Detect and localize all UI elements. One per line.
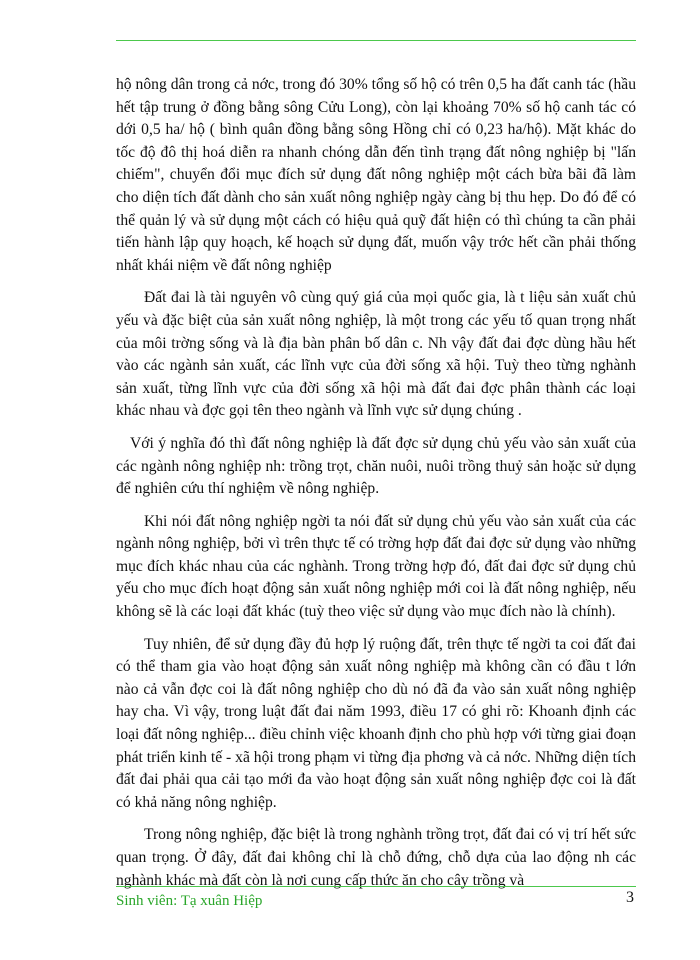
paragraph-5: Tuy nhiên, để sử dụng đầy đủ hợp lý ruộng đất, trên thực tế ngời ta coi đất đai có thể tham gia vào hoạt động sản xuất nông nghiệp mà không cần có đầu t lớn nào cả vẫn đợc coi là đất nông nghiệp cho dù nó đã đa vào sản xuất nông nghiệp hay cha. Vì vậy, trong luật đất đai năm 1993, điều 17 có ghi rõ: Khoanh định các loại đất nông nghiệp... điều chỉnh việc khoanh định cho phù hợp với từng giai đoạn phát triển kinh tế - xã hội trong phạm vi từng địa phơng và cả nớc. Những diện tích đất đai phải qua cải tạo mới đa vào hoạt động sản xuất nông nghiệp đợc coi là đất có khả năng nông nghiệp.: [116, 635, 636, 811]
header-rule: [116, 40, 636, 41]
paragraph-1: hộ nông dân trong cả nớc, trong đó 30% tổng số hộ có trên 0,5 ha đất canh tác (hầu hết tập trung ở đồng bằng sông Cửu Long), còn lại khoảng 70% số hộ canh tác có dới 0,5 ha/ hộ ( bình quân đồng bằng sông Hồng chỉ có 0,23 ha/hộ). Mặt khác do tốc độ đô thị hoá diễn ra nhanh chóng dẫn đến tình trạng đất nông nghiệp bị "lấn chiếm", chuyển đổi mục đích sử dụng đất nông nghiệp một cách bừa bãi đã làm cho diện tích đất dành cho sản xuất nông nghiệp ngày càng bị thu hẹp. Do đó để có thể quản lý và sử dụng một cách có hiệu quả quỹ đất hiện có thì chúng ta cần phải tiến hành lập quy hoạch, kế hoạch sử dụng đất, muốn vậy trớc hết cần phải thống nhất khái niệm về đất nông nghiệp: [116, 76, 636, 274]
body-text: [116, 74, 636, 902]
paragraph-3: Với ý nghĩa đó thì đất nông nghiệp là đất đợc sử dụng chủ yếu vào sản xuất của các ngành nông nghiệp nh: trồng trọt, chăn nuôi, nuôi trồng thuỷ sản hoặc sử dụng để nghiên cứu thí nghiệm về nông nghiệp.: [116, 434, 636, 498]
footer-rule: [116, 886, 636, 887]
footer-author: Sinh viên: Tạ xuân Hiệp: [116, 893, 263, 909]
paragraph-4: Khi nói đất nông nghiệp ngời ta nói đất sử dụng chủ yếu vào sản xuất của các ngành nông nghiệp, bởi vì trên thực tế có trờng hợp đất đai đợc sử dụng vào những mục đích khác nhau của các nghành. Trong trờng hợp đó, đất đai đợc sử dụng chủ yếu cho mục đích hoạt động sản xuất nông nghiệp mới coi là đất nông nghiệp, nếu không sẽ là các loại đất khác (tuỳ theo việc sử dụng vào mục đích nào là chính).: [116, 512, 636, 621]
paragraph-6: Trong nông nghiệp, đặc biệt là trong nghành trồng trọt, đất đai có vị trí hết sức quan trọng. Ở đây, đất đai không chỉ là chỗ đứng, chỗ dựa của lao động nh các nghành khác mà đất còn là nơi cung cấp thức ăn cho cây trồng và: [116, 826, 636, 889]
page-number: 3: [626, 889, 634, 906]
paragraph-2: Đất đai là tài nguyên vô cùng quý giá của mọi quốc gia, là t liệu sản xuất chủ yếu và đặc biệt của sản xuất nông nghiệp, là một trong các yếu tố quan trọng nhất của môi trờng sống và là địa bàn phân bố dân c. Nh vậy đất đai đợc dùng hầu hết vào các ngành sản xuất, các lĩnh vực của đời sống xã hội. Tuỳ theo từng nghành sản xuất, từng lĩnh vực của đời sống xã hội mà đất đai đợc phân thành các loại khác nhau và đợc gọi tên theo ngành và lĩnh vực sử dụng chúng .: [116, 289, 636, 420]
